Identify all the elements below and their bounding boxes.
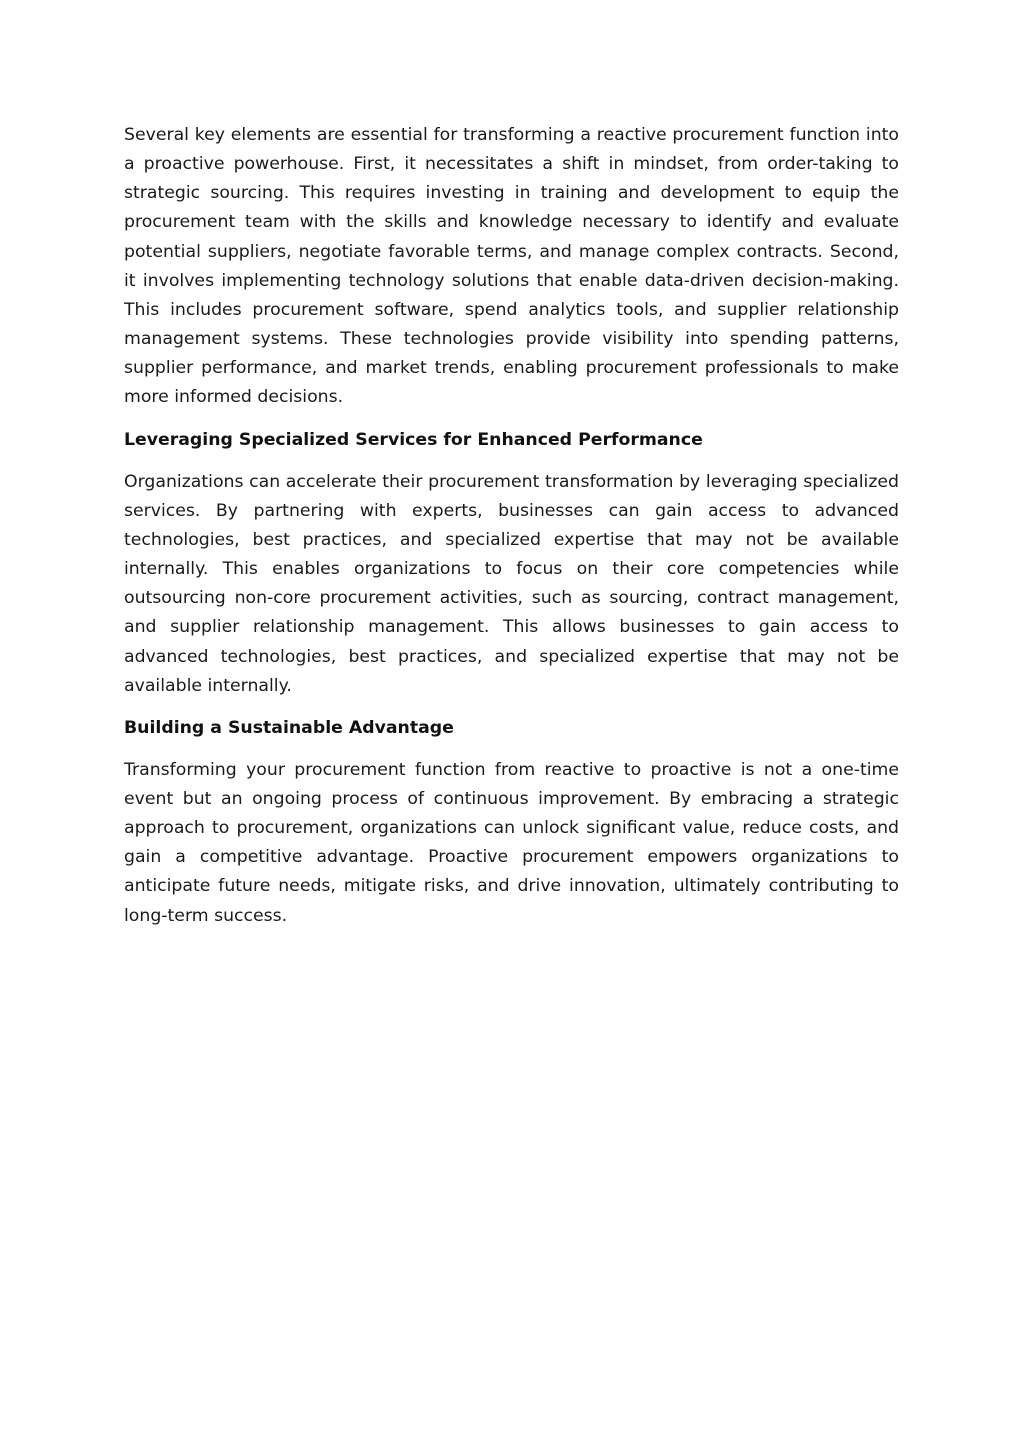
paragraph-sustainable-advantage: Transforming your procurement function from reactive to proactive is not a one-time event but an ongoing process of continuous improvement. By embracing a strategic approach to procurement, organizations can unlock significant value, reduce costs, and gain a competitive advantage. Proactive procurement empowers organizations to anticipate future needs, mitigate risks, and drive innovation, ultimately contributing to long-term success. — [124, 759, 899, 926]
heading-sustainable-advantage: Building a Sustainable Advantage — [124, 717, 454, 738]
paragraph-transformation-elements: Several key elements are essential for transforming a reactive procurement function into a proactive powerhouse. First, it necessitates a shift in mindset, from order-taking to strategic sourcing. This requires investing in training and development to equip the procurement team with the skills and knowledge necessary to identify and evaluate potential suppliers, negotiate favorable terms, and manage complex contracts. Second, it involves implementing technology solutions that enable data-driven decision-making. This includes procurement software, spend analytics tools, and supplier relationship management systems. These technologies provide visibility into spending patterns, supplier performance, and market trends, enabling procurement professionals to make more informed decisions. — [124, 125, 899, 408]
heading-specialized-services: Leveraging Specialized Services for Enhanced Performance — [124, 429, 703, 450]
document-page — [124, 121, 899, 931]
paragraph-specialized-services: Organizations can accelerate their procurement transformation by leveraging specialized services. By partnering with experts, businesses can gain access to advanced technologies, best practices, and specialized expertise that may not be available internally. This enables organizations to focus on their core competencies while outsourcing non-core procurement activities, such as sourcing, contract management, and supplier relationship management. This allows businesses to gain access to advanced technologies, best practices, and specialized expertise that may not be available internally. — [124, 471, 899, 696]
